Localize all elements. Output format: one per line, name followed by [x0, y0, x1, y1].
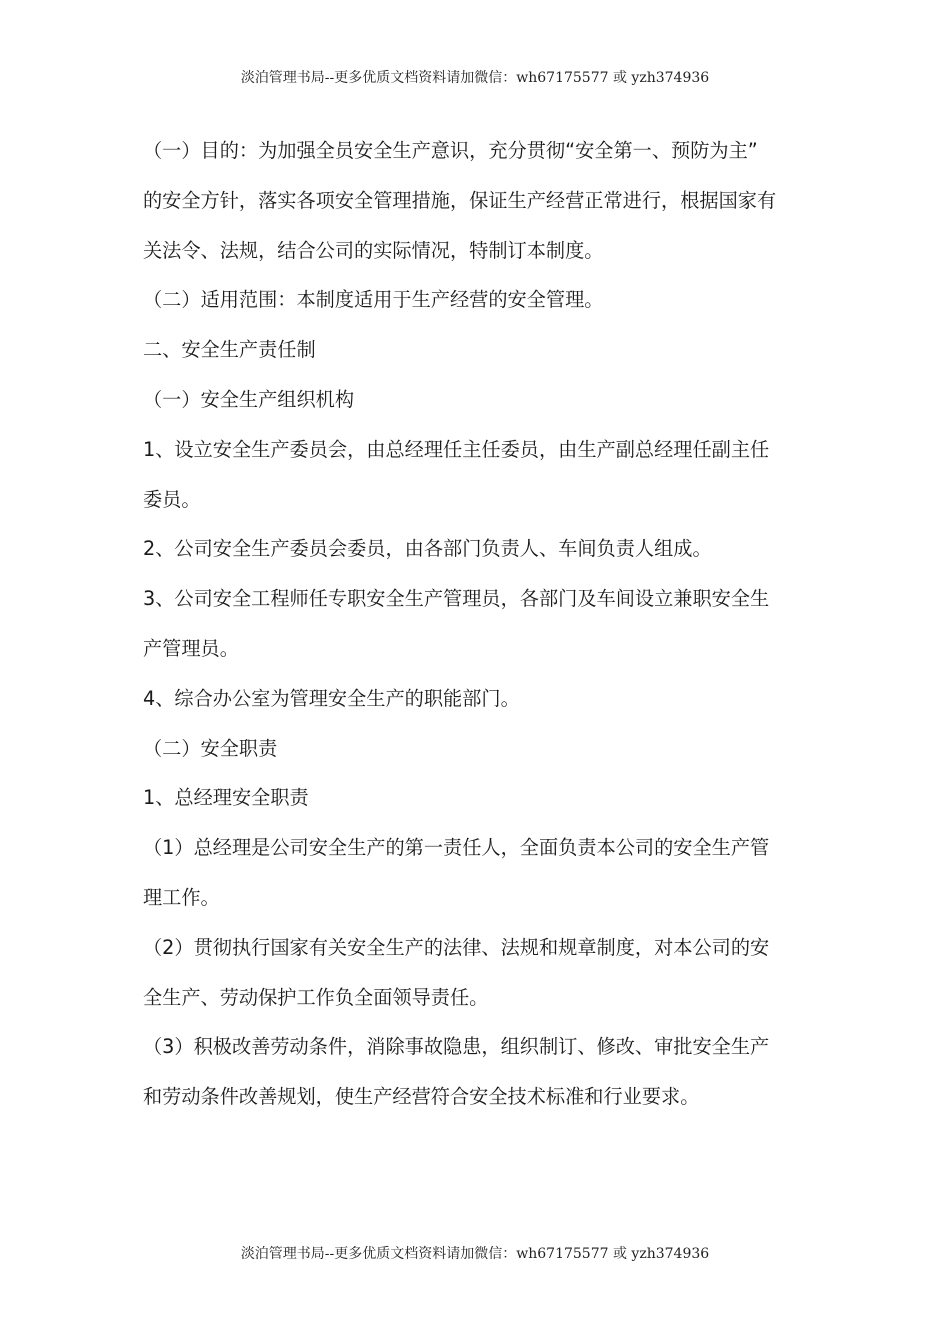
text-line: 委员。	[143, 487, 201, 511]
text-line: 4、综合办公室为管理安全生产的职能部门。	[143, 686, 520, 710]
document-body	[143, 126, 803, 1122]
text-line: （2）贯彻执行国家有关安全生产的法律、法规和规章制度，对本公司的安	[143, 935, 770, 959]
text-line: 理工作。	[143, 885, 220, 909]
text-line: 的安全方针，落实各项安全管理措施，保证生产经营正常进行，根据国家有	[143, 188, 777, 212]
text-line: 和劳动条件改善规划，使生产经营符合安全技术标准和行业要求。	[143, 1085, 700, 1109]
page-footer: 淡泊管理书局--更多优质文档资料请加微信：wh67175577 或 yzh374936	[240, 1246, 710, 1262]
text-line: 1、设立安全生产委员会，由总经理任主任委员，由生产副总经理任副主任	[143, 437, 770, 461]
subsection-heading: （二）安全职责	[143, 736, 278, 760]
text-line: 关法令、法规，结合公司的实际情况，特制订本制度。	[143, 238, 604, 262]
text-line: （二）适用范围：本制度适用于生产经营的安全管理。	[143, 288, 604, 312]
page-header: 淡泊管理书局--更多优质文档资料请加微信：wh67175577 或 yzh374936	[240, 70, 710, 86]
text-line: （一）目的：为加强全员安全生产意识，充分贯彻“安全第一、预防为主”	[143, 139, 758, 162]
subsection-heading: （一）安全生产组织机构	[143, 387, 355, 411]
text-line: 1、总经理安全职责	[143, 786, 309, 810]
text-line: 产管理员。	[143, 636, 239, 660]
text-line: （3）积极改善劳动条件，消除事故隐患，组织制订、修改、审批安全生产	[143, 1035, 770, 1059]
text-line: （1）总经理是公司安全生产的第一责任人，全面负责本公司的安全生产管	[143, 836, 770, 860]
text-line: 3、公司安全工程师任专职安全生产管理员，各部门及车间设立兼职安全生	[143, 587, 770, 611]
text-line: 全生产、劳动保护工作负全面领导责任。	[143, 985, 489, 1009]
section-heading: 二、安全生产责任制	[143, 338, 316, 362]
text-line: 2、公司安全生产委员会委员，由各部门负责人、车间负责人组成。	[143, 537, 712, 561]
